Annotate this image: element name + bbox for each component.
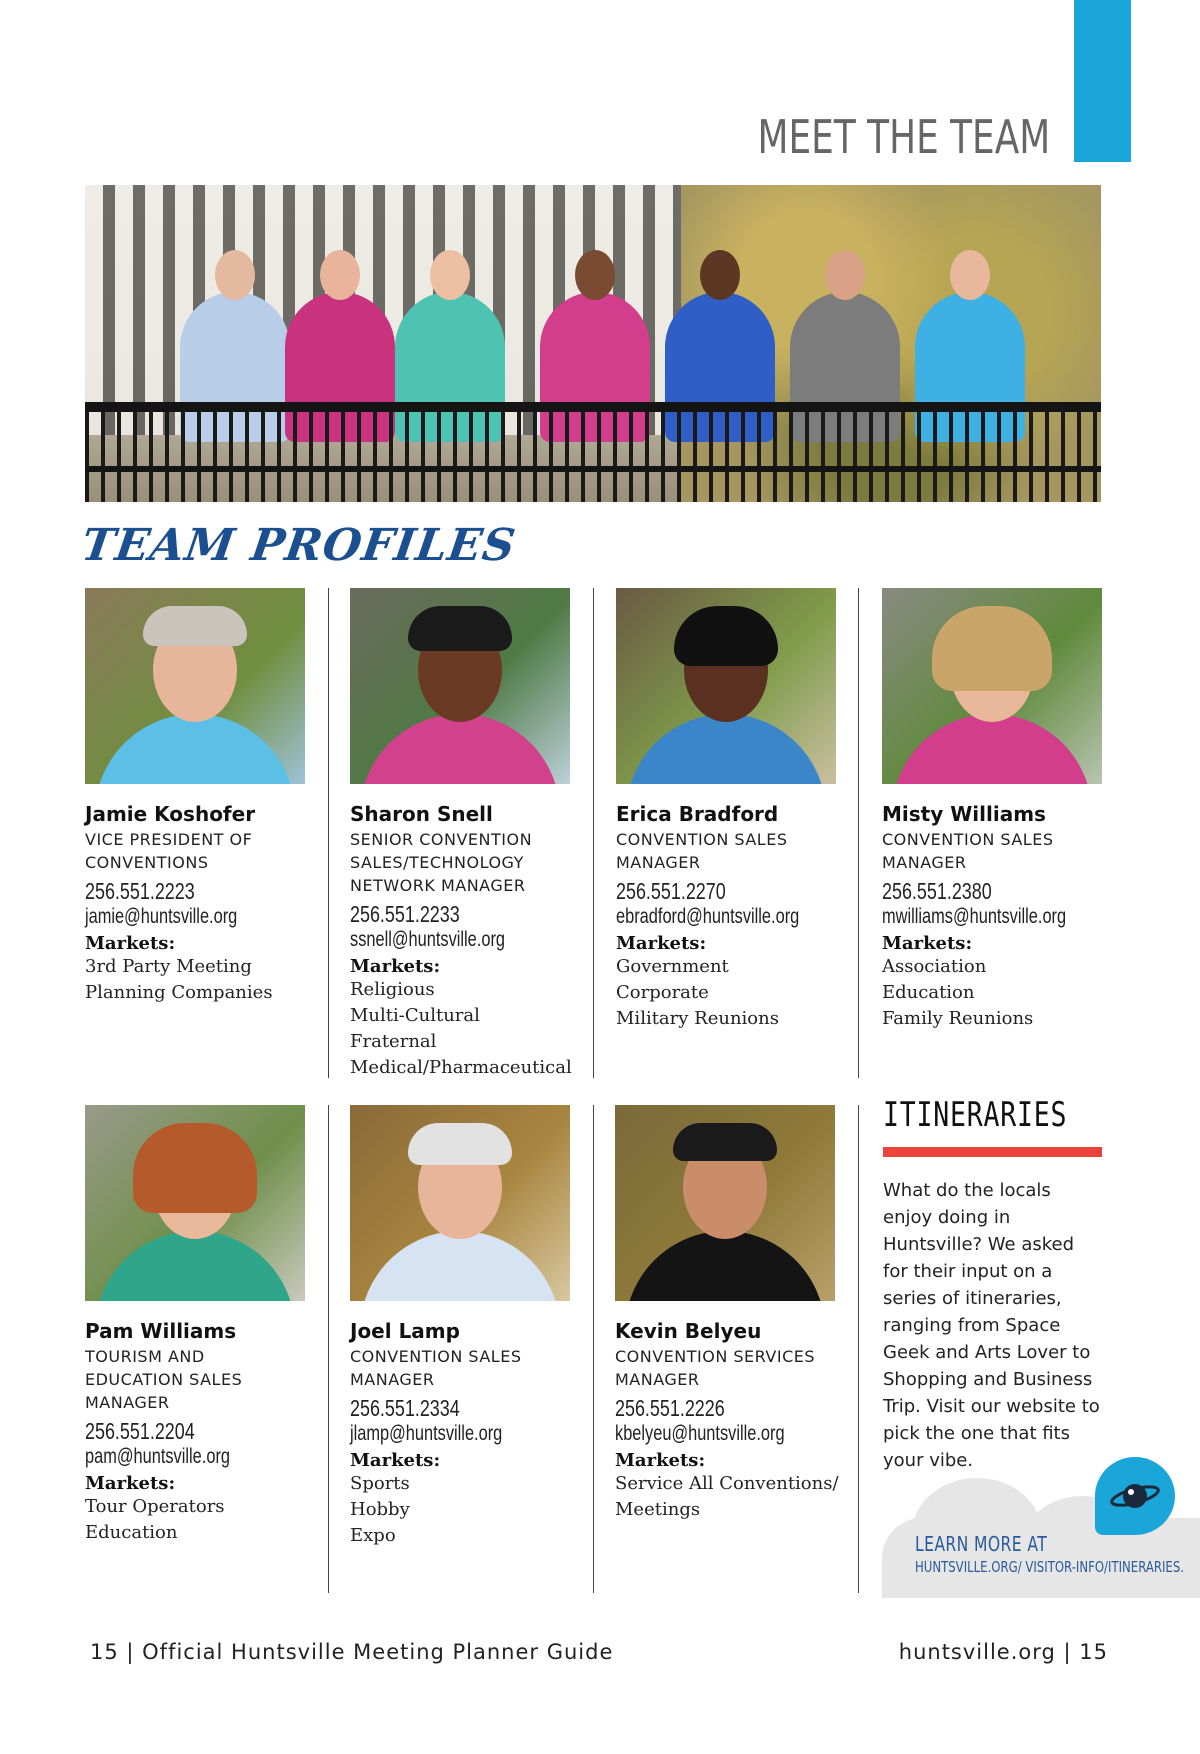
markets-label: Markets: [85,933,176,954]
profile-photo [615,1105,835,1301]
market-item: Service All Conventions/ [615,1473,839,1494]
profile-phone: 256.551.2204 [85,1418,195,1444]
market-item: Family Reunions [882,1008,1034,1029]
markets-list [85,954,325,1006]
itineraries-rule [883,1147,1102,1157]
market-item: Government [616,956,729,977]
profile-photo [882,588,1102,784]
profile-phone: 256.551.2223 [85,878,195,904]
market-item: Corporate [616,982,709,1003]
profile-card [85,1105,325,1546]
profile-phone: 256.551.2334 [350,1395,460,1421]
profile-photo [350,588,570,784]
profile-email: ssnell@huntsville.org [350,928,506,951]
markets-label: Markets: [85,1473,176,1494]
profile-email: mwilliams@huntsville.org [882,905,1067,928]
column-divider [328,1105,329,1593]
markets-list [615,1471,855,1523]
profile-email: kbelyeu@huntsville.org [615,1422,785,1445]
market-item: Military Reunions [616,1008,779,1029]
profile-title: SENIOR CONVENTION SALES/TECHNOLOGY NETWORK MANAGER [350,830,533,895]
profile-card [350,1105,590,1549]
profile-email: pam@huntsville.org [85,1445,231,1468]
footer-right: huntsville.org | 15 [898,1640,1108,1664]
itineraries-box [883,1095,1103,1474]
iron-railing-bar [85,466,1101,472]
profile-title: VICE PRESIDENT OF CONVENTIONS [85,830,253,872]
profile-card [882,588,1122,1032]
profile-card [616,588,856,1032]
itineraries-title: ITINERARIES [883,1095,1068,1135]
profile-photo [85,1105,305,1301]
profile-name: Sharon Snell [350,802,493,826]
learn-more-url[interactable]: HUNTSVILLE.ORG/ VISITOR-INFO/ITINERARIES. [915,1558,1184,1576]
market-item: Fraternal [350,1031,437,1052]
profile-email: jamie@huntsville.org [85,905,238,928]
column-divider [593,588,594,1078]
column-divider [858,1105,859,1593]
footer-left: 15 | Official Huntsville Meeting Planner Guide [90,1640,614,1664]
profile-name: Pam Williams [85,1319,237,1343]
profile-phone: 256.551.2226 [615,1395,725,1421]
itineraries-body: What do the locals enjoy doing in Huntsville? We asked for their input on a series of itineraries, ranging from Space Geek and Arts Lover to Shopping and Business Trip. Visit our website to pick the one that fits your vibe. [883,1180,1100,1471]
market-item: Multi-Cultural [350,1005,480,1026]
markets-list [85,1494,325,1546]
profile-name: Erica Bradford [616,802,779,826]
team-profiles-heading: TEAM PROFILES [78,520,520,571]
profile-card [350,588,590,1081]
column-divider [328,588,329,1078]
iron-railing [85,402,1101,502]
market-item: Hobby [350,1499,410,1520]
profile-title: CONVENTION SALES MANAGER [882,830,1054,872]
profile-phone: 256.551.2270 [616,878,726,904]
profile-photo [350,1105,570,1301]
market-item: Education [882,982,975,1003]
profile-title: TOURISM AND EDUCATION SALES MANAGER [85,1347,243,1412]
learn-more-link[interactable] [915,1532,1184,1576]
markets-label: Markets: [616,933,707,954]
profile-card [615,1105,855,1523]
market-item: Tour Operators [85,1496,225,1517]
profile-email: ebradford@huntsville.org [616,905,800,928]
profile-card [85,588,325,1006]
markets-list [350,977,590,1081]
profile-title: CONVENTION SALES MANAGER [350,1347,522,1389]
markets-label: Markets: [615,1450,706,1471]
profile-name: Jamie Koshofer [85,802,256,826]
column-divider [593,1105,594,1593]
market-item: Association [882,956,987,977]
markets-label: Markets: [882,933,973,954]
markets-list [350,1471,590,1549]
learn-more-label: LEARN MORE AT [915,1532,1048,1556]
market-item: Planning Companies [85,982,273,1003]
market-item: Sports [350,1473,410,1494]
market-item: Meetings [615,1499,701,1520]
market-item: Expo [350,1525,396,1546]
profile-photo [85,588,305,784]
profile-email: jlamp@huntsville.org [350,1422,503,1445]
header-accent-bar [1074,0,1131,162]
profile-name: Misty Williams [882,802,1046,826]
market-item: Religious [350,979,435,1000]
markets-list [882,954,1122,1032]
planet-icon [1095,1457,1175,1535]
page-title: MEET THE TEAM [757,110,1050,164]
profile-title: CONVENTION SERVICES MANAGER [615,1347,816,1389]
markets-label: Markets: [350,956,441,977]
profile-photo [616,588,836,784]
profile-title: CONVENTION SALES MANAGER [616,830,788,872]
market-item: Medical/Pharmaceutical [350,1057,572,1078]
markets-label: Markets: [350,1450,441,1471]
markets-list [616,954,856,1032]
market-item: 3rd Party Meeting [85,956,252,977]
profile-phone: 256.551.2233 [350,901,460,927]
profile-phone: 256.551.2380 [882,878,992,904]
column-divider [858,588,859,1078]
market-item: Education [85,1522,178,1543]
profile-name: Kevin Belyeu [615,1319,762,1343]
profile-name: Joel Lamp [350,1319,460,1343]
team-group-photo [85,185,1101,502]
